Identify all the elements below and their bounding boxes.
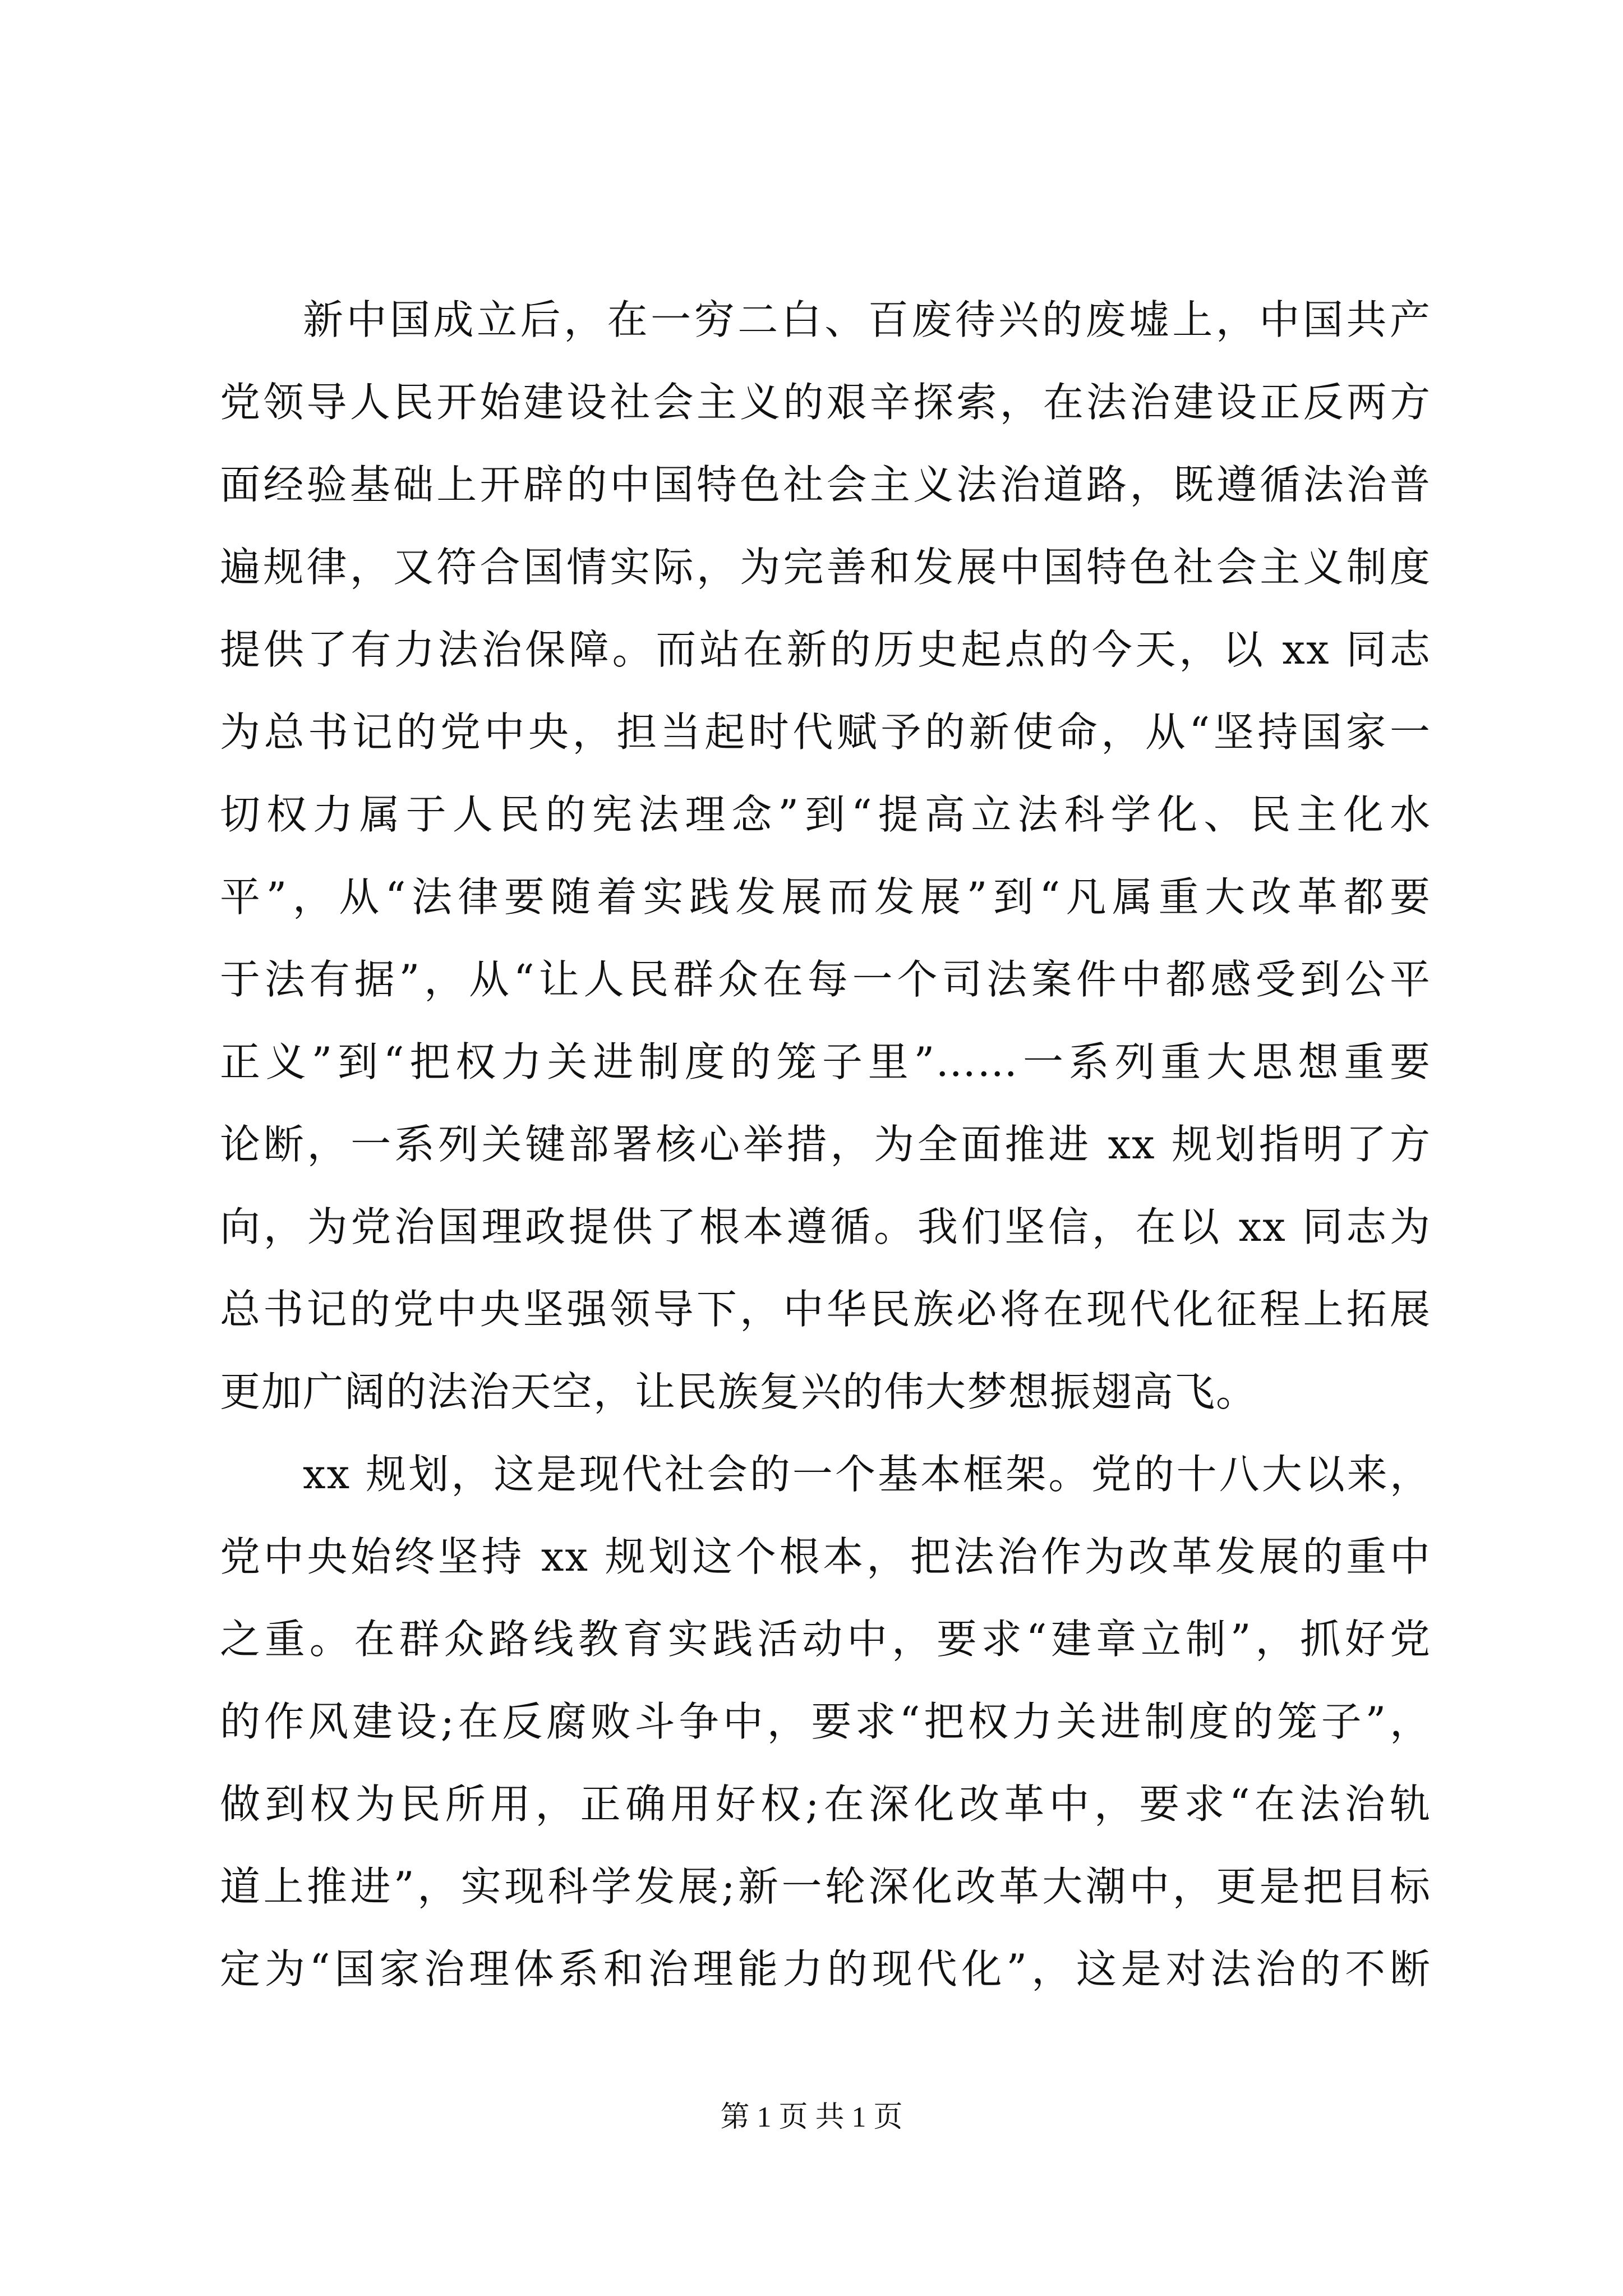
text-line: 切权力属于人民的宪法理念”到“提高立法科学化、民主化水 <box>220 791 1431 838</box>
text-line: 遍规律，又符合国情实际，为完善和发展中国特色社会主义制度 <box>220 544 1431 591</box>
page-footer: 第 1 页 共 1 页 <box>720 2101 903 2133</box>
text-line: 新中国成立后，在一穷二白、百废待兴的废墟上，中国共产 <box>303 296 1431 343</box>
text-line: 平”，从“法律要随着实践发展而发展”到“凡属重大改革都要 <box>220 873 1431 921</box>
text-line: 道上推进”，实现科学发展;新一轮深化改革大潮中，更是把目标 <box>220 1863 1431 1910</box>
text-line: 面经验基础上开辟的中国特色社会主义法治道路，既遵循法治普 <box>220 461 1431 508</box>
text-line: 党领导人民开始建设社会主义的艰辛探索，在法治建设正反两方 <box>220 379 1431 426</box>
text-line: 向，为党治国理政提供了根本遵循。我们坚信，在以 xx 同志为 <box>220 1203 1431 1250</box>
text-line: xx 规划，这是现代社会的一个基本框架。党的十八大以来， <box>303 1451 1431 1498</box>
text-line: 做到权为民所用，正确用好权;在深化改革中，要求“在法治轨 <box>220 1780 1431 1828</box>
text-line: 的作风建设;在反腐败斗争中，要求“把权力关进制度的笼子”， <box>220 1698 1431 1745</box>
text-line: 论断，一系列关键部署核心举措，为全面推进 xx 规划指明了方 <box>220 1121 1431 1168</box>
text-line: 总书记的党中央坚强领导下，中华民族必将在现代化征程上拓展 <box>220 1286 1431 1333</box>
text-line: 正义”到“把权力关进制度的笼子里”……一系列重大思想重要 <box>220 1038 1431 1085</box>
text-line: 更加广阔的法治天空，让民族复兴的伟大梦想振翅高飞。 <box>220 1368 1258 1415</box>
text-line: 提供了有力法治保障。而站在新的历史起点的今天，以 xx 同志 <box>220 626 1431 673</box>
text-line: 于法有据”，从“让人民群众在每一个司法案件中都感受到公平 <box>220 956 1431 1003</box>
text-line: 为总书记的党中央，担当起时代赋予的新使命，从“坚持国家一 <box>220 708 1431 756</box>
text-line: 之重。在群众路线教育实践活动中，要求“建章立制”，抓好党 <box>220 1616 1431 1663</box>
text-line: 党中央始终坚持 xx 规划这个根本，把法治作为改革发展的重中 <box>220 1533 1431 1580</box>
text-line: 定为“国家治理体系和治理能力的现代化”，这是对法治的不断 <box>220 1945 1431 1993</box>
